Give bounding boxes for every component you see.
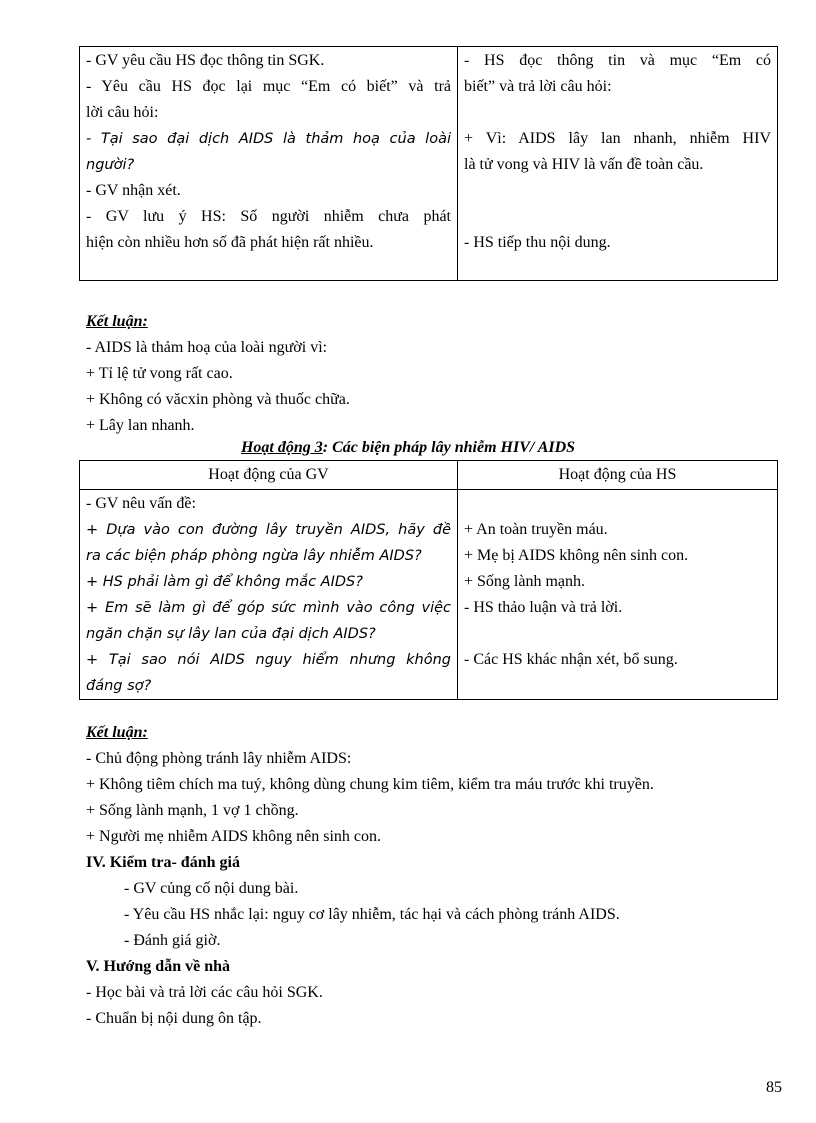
section-5-title: V. Hướng dẫn về nhà xyxy=(86,958,230,975)
text-line: - Chuẩn bị nội dung ôn tập. xyxy=(86,1010,262,1027)
text-line: + An toàn truyền máu. xyxy=(464,521,608,538)
text-line: - GV yêu cầu HS đọc thông tin SGK. xyxy=(86,52,325,69)
teacher-activity-cell xyxy=(80,47,458,281)
text-line: + Tỉ lệ tử vong rất cao. xyxy=(86,365,233,382)
activity-3-title: : Các biện pháp lây nhiễm HIV/ AIDS xyxy=(322,439,576,456)
text-line: là tử vong và HIV là vấn đề toàn cầu. xyxy=(464,156,704,173)
text-line: - Chủ động phòng tránh lây nhiễm AIDS: xyxy=(86,750,352,767)
text-line: - Yêu cầu HS đọc lại mục “Em có biết” và trả xyxy=(86,78,451,95)
text-line: - HS tiếp thu nội dung. xyxy=(464,234,611,251)
section-4-title: IV. Kiểm tra- đánh giá xyxy=(86,854,240,871)
text-line: + Lây lan nhanh. xyxy=(86,417,195,434)
conclusion-title: Kết luận: xyxy=(86,724,148,741)
student-activity-cell xyxy=(458,490,778,700)
text-line: - GV củng cố nội dung bài. xyxy=(124,880,299,897)
text-line: + Sống lành mạnh, 1 vợ 1 chồng. xyxy=(86,802,299,819)
student-activity-cell xyxy=(458,47,778,281)
page-number: 85 xyxy=(766,1079,782,1096)
text-line: + Không tiêm chích ma tuý, không dùng chung kim tiêm, kiểm tra máu trước khi truyền. xyxy=(86,776,654,793)
text-line: + Không có văcxin phòng và thuốc chữa. xyxy=(86,391,350,408)
text-line: - HS đọc thông tin và mục “Em có xyxy=(464,52,771,69)
question-line: + Dựa vào con đường lây truyền AIDS, hãy đề xyxy=(86,522,451,538)
conclusion-2 xyxy=(86,720,786,1032)
text-line: - Các HS khác nhận xét, bổ sung. xyxy=(464,651,678,668)
text-line: - GV lưu ý HS: Số người nhiễm chưa phát xyxy=(86,208,451,225)
header-teacher: Hoạt động của GV xyxy=(80,461,458,490)
question-line: đáng sợ? xyxy=(86,678,152,694)
text-line: - GV nhận xét. xyxy=(86,182,181,199)
conclusion-1 xyxy=(86,309,350,439)
text-line: - Đánh giá giờ. xyxy=(124,932,221,949)
activity-table-1 xyxy=(79,46,778,281)
text-line: lời câu hỏi: xyxy=(86,104,159,121)
text-line: - GV nêu vấn đề: xyxy=(86,495,196,512)
question-line: + HS phải làm gì để không mắc AIDS? xyxy=(86,574,363,590)
question-line: người? xyxy=(86,157,135,173)
text-line: - AIDS là thảm hoạ của loài người vì: xyxy=(86,339,328,356)
question-line: + Em sẽ làm gì để góp sức mình vào công việc xyxy=(86,600,451,616)
text-line: hiện còn nhiều hơn số đã phát hiện rất nhiều. xyxy=(86,234,374,251)
activity-3-label: Hoạt động 3 xyxy=(240,439,323,456)
question-line: + Tại sao nói AIDS nguy hiểm nhưng không xyxy=(86,652,451,668)
text-line: - Học bài và trả lời các câu hỏi SGK. xyxy=(86,984,323,1001)
question-line: ngăn chặn sự lây lan của đại dịch AIDS? xyxy=(86,626,376,642)
conclusion-title: Kết luận: xyxy=(86,313,148,330)
question-line: - Tại sao đại dịch AIDS là thảm hoạ của loài xyxy=(86,131,451,147)
activity-3-heading xyxy=(0,437,816,459)
question-line: ra các biện pháp phòng ngừa lây nhiễm AIDS? xyxy=(86,548,422,564)
text-line: + Người mẹ nhiễm AIDS không nên sinh con. xyxy=(86,828,382,845)
text-line: + Mẹ bị AIDS không nên sinh con. xyxy=(464,547,689,564)
text-line: biết” và trả lời câu hỏi: xyxy=(464,78,612,95)
activity-table-2 xyxy=(79,460,778,700)
text-line: + Vì: AIDS lây lan nhanh, nhiễm HIV xyxy=(464,130,771,147)
text-line: - Yêu cầu HS nhắc lại: nguy cơ lây nhiễm, tác hại và cách phòng tránh AIDS. xyxy=(124,906,620,923)
header-student: Hoạt động của HS xyxy=(458,461,778,490)
teacher-activity-cell xyxy=(80,490,458,700)
text-line: - HS thảo luận và trả lời. xyxy=(464,599,623,616)
text-line: + Sống lành mạnh. xyxy=(464,573,586,590)
